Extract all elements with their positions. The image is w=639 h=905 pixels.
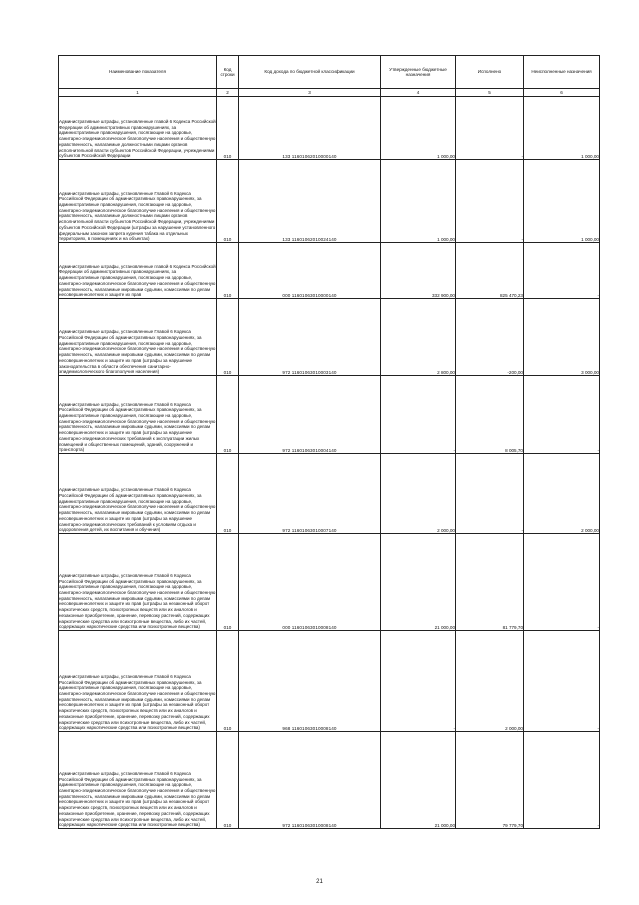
line-code: 010 xyxy=(217,97,239,160)
line-code: 010 xyxy=(217,454,239,534)
unexecuted-amount: - xyxy=(524,732,600,829)
indicator-name: Административные штрафы, установленные Главой 6 Кодекса Российской Федерации об административных правонарушениях, за административные правонарушения, посягающие на здоровье, санитарно-эпидемиологическое благополучие населения и общественную нравственность, налагаемые мировыми судьями, комиссиями по делам несовершеннолетних и защите их прав (штрафы за нарушение санитарно-эпидемиологических требований к условиям отдыха и оздоровления детей, их воспитания и обучения) xyxy=(59,454,217,534)
executed-amount: 825 470,23 xyxy=(456,243,524,299)
income-code: 972 11601063010004140 xyxy=(239,376,381,454)
income-code: 133 11601062010024140 xyxy=(239,160,381,243)
line-code: 010 xyxy=(217,243,239,299)
line-code: 010 xyxy=(217,299,239,376)
executed-amount: 81 779,70 xyxy=(456,534,524,631)
approved-amount: 2 000,00 xyxy=(381,454,456,534)
approved-amount: 1 000,00 xyxy=(381,160,456,243)
page-number: 21 xyxy=(316,879,323,885)
executed-amount: 79 779,70 xyxy=(456,732,524,829)
table-row xyxy=(59,631,600,732)
indicator-name: Административные штрафы, установленные Главой 6 Кодекса Российской Федерации об административных правонарушениях, за административные правонарушения, посягающие на здоровье, санитарно-эпидемиологическое благополучие населения и общественную нравственность, налагаемые должностными лицами органов исполнительной власти субъектов Российской Федерации, учреждениями субъектов Российской Федерации (штрафы за нарушение установленного федеральным законом запрета курения табака на отдельных территориях, в помещениях и на объектах) xyxy=(59,160,217,243)
approved-amount: 21 000,00 xyxy=(381,534,456,631)
column-number: 6 xyxy=(524,89,600,97)
unexecuted-amount: 1 000,00 xyxy=(524,160,600,243)
line-code: 010 xyxy=(217,631,239,732)
income-code: 000 11601063010008140 xyxy=(239,534,381,631)
executed-amount: - xyxy=(456,97,524,160)
line-code: 010 xyxy=(217,160,239,243)
unexecuted-amount: 1 000,00 xyxy=(524,97,600,160)
indicator-name: Административные штрафы, установленные главой 6 Кодекса Российской Федерации об административных правонарушениях, за административные правонарушения, посягающие на здоровье, санитарно-эпидемиологическое благополучие населения и общественную нравственность, налагаемые мировыми судьями, комиссиями по делам несовершеннолетних и защите их прав xyxy=(59,243,217,299)
approved-amount: 2 800,00 xyxy=(381,299,456,376)
table-row xyxy=(59,299,600,376)
table-row xyxy=(59,732,600,829)
table-row xyxy=(59,160,600,243)
unexecuted-amount: - xyxy=(524,534,600,631)
income-code: 972 11601063010008140 xyxy=(239,732,381,829)
income-code: 972 11601063010003140 xyxy=(239,299,381,376)
unexecuted-amount: - xyxy=(524,243,600,299)
approved-amount: 21 000,00 xyxy=(381,732,456,829)
indicator-name: Административные штрафы, установленные главой 6 Кодекса Российской Федерации об административных правонарушениях, за административные правонарушения, посягающие на здоровье, санитарно-эпидемиологическое благополучие населения и общественную нравственность, налагаемые должностными лицами органов исполнительной власти субъектов Российской Федерации, учреждениями субъектов Российской Федерации xyxy=(59,97,217,160)
executed-amount: -200,00 xyxy=(456,299,524,376)
indicator-name: Административные штрафы, установленные Главой 6 Кодекса Российской Федерации об административных правонарушениях, за административные правонарушения, посягающие на здоровье, санитарно-эпидемиологическое благополучие населения и общественную нравственность, налагаемые мировыми судьями, комиссиями по делам несовершеннолетних и защите их прав (штрафы за незаконный оборот наркотических средств, психотропных веществ или их аналогов и незаконные приобретение, хранение, перевозку растений, содержащих наркотические средства или психотропные вещества, либо их частей, содержащих наркотические средства или психотропные вещества) xyxy=(59,732,217,829)
indicator-name: Административные штрафы, установленные Главой 6 Кодекса Российской Федерации об административных правонарушениях, за административные правонарушения, посягающие на здоровье, санитарно-эпидемиологическое благополучие населения и общественную нравственность, налагаемые мировыми судьями, комиссиями по делам несовершеннолетних и защите их прав (штрафы за нарушение санитарно-эпидемиологических требований к эксплуатации жилых помещений и общественных помещений, зданий, сооружений и транспорта) xyxy=(59,376,217,454)
approved-amount: 332 900,00 xyxy=(381,243,456,299)
column-number: 2 xyxy=(217,89,239,97)
column-number: 3 xyxy=(239,89,381,97)
indicator-name: Административные штрафы, установленные Главой 6 Кодекса Российской Федерации об административных правонарушениях, за административные правонарушения, посягающие на здоровье, санитарно-эпидемиологическое благополучие населения и общественную нравственность, налагаемые мировыми судьями, комиссиями по делам несовершеннолетних и защите их прав (штрафы за нарушение законодательства в области обеспечения санитарно-эпидемиологического благополучия населения) xyxy=(59,299,217,376)
header-indicator-name: Наименование показателя xyxy=(59,56,217,89)
column-number-row xyxy=(59,89,600,97)
table-row xyxy=(59,454,600,534)
income-code: 133 11601062010000140 xyxy=(239,97,381,160)
table-header-row xyxy=(59,56,600,89)
line-code: 010 xyxy=(217,534,239,631)
column-number: 1 xyxy=(59,89,217,97)
income-code: 968 11601063010008140 xyxy=(239,631,381,732)
header-income-code: Код дохода по бюджетной классификации xyxy=(239,56,381,89)
column-number: 4 xyxy=(381,89,456,97)
header-unexecuted: Неисполненные назначения xyxy=(524,56,600,89)
header-approved: Утвержденные бюджетные назначения xyxy=(381,56,456,89)
unexecuted-amount: 3 000,00 xyxy=(524,299,600,376)
header-executed: Исполнено xyxy=(456,56,524,89)
header-line-code: Код строки xyxy=(217,56,239,89)
executed-amount: 2 000,00 xyxy=(456,631,524,732)
unexecuted-amount: - xyxy=(524,376,600,454)
executed-amount: - xyxy=(456,160,524,243)
indicator-name: Административные штрафы, установленные Главой 6 Кодекса Российской Федерации об административных правонарушениях, за административные правонарушения, посягающие на здоровье, санитарно-эпидемиологическое благополучие населения и общественную нравственность, налагаемые мировыми судьями, комиссиями по делам несовершеннолетних и защите их прав (штрафы за незаконный оборот наркотических средств, психотропных веществ или их аналогов и незаконные приобретение, хранение, перевозку растений, содержащих наркотические средства или психотропные вещества, либо их частей, содержащих наркотические средства или психотропные вещества) xyxy=(59,534,217,631)
unexecuted-amount: - xyxy=(524,631,600,732)
approved-amount: - xyxy=(381,631,456,732)
table-row xyxy=(59,534,600,631)
income-code: 972 11601063010007140 xyxy=(239,454,381,534)
table-row xyxy=(59,97,600,160)
approved-amount: - xyxy=(381,376,456,454)
indicator-name: Административные штрафы, установленные Главой 6 Кодекса Российской Федерации об административных правонарушениях, за административные правонарушения, посягающие на здоровье, санитарно-эпидемиологическое благополучие населения и общественную нравственность, налагаемые мировыми судьями, комиссиями по делам несовершеннолетних и защите их прав (штрафы за незаконный оборот наркотических средств, психотропных веществ или их аналогов и незаконные приобретение, хранение, перевозку растений, содержащих наркотические средства или психотропные вещества, либо их частей, содержащих наркотические средства или психотропные вещества) xyxy=(59,631,217,732)
table-row xyxy=(59,376,600,454)
line-code: 010 xyxy=(217,732,239,829)
table-row xyxy=(59,243,600,299)
income-code: 000 11601063010000140 xyxy=(239,243,381,299)
column-number: 5 xyxy=(456,89,524,97)
approved-amount: 1 000,00 xyxy=(381,97,456,160)
executed-amount: - xyxy=(456,454,524,534)
executed-amount: 8 005,70 xyxy=(456,376,524,454)
unexecuted-amount: 2 000,00 xyxy=(524,454,600,534)
budget-execution-table xyxy=(58,55,600,829)
line-code: 010 xyxy=(217,376,239,454)
